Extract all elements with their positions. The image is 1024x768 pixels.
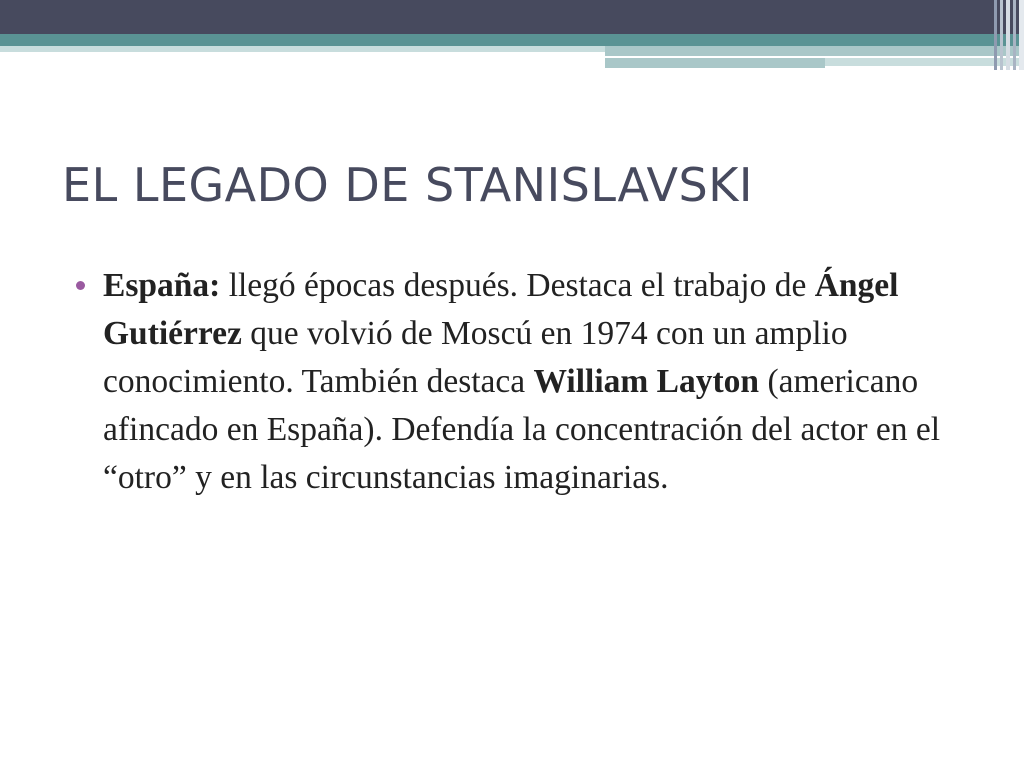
header-bar-light — [0, 46, 605, 52]
header-stripe — [994, 0, 997, 70]
header-stripe — [1000, 0, 1003, 70]
header-bar-dark — [0, 0, 1024, 34]
bullet-name-highlight: William Layton — [533, 363, 760, 400]
bullet-item — [70, 262, 970, 502]
header-bar-light — [605, 58, 825, 68]
bullet-name-highlight: Ángel Gutiérrez — [103, 267, 899, 352]
bullet-text: que volvió de Moscú en 1974 con un amplio conocimiento. También destaca — [103, 315, 848, 400]
header-bar-teal — [0, 34, 1024, 46]
header-stripe — [1013, 0, 1016, 70]
header-stripe — [1019, 0, 1024, 70]
bullet-text: llegó épocas después. Destaca el trabajo de — [220, 267, 815, 304]
bullet-label: España: — [103, 267, 221, 304]
bullet-dot-icon — [76, 281, 85, 290]
header-bar-light — [605, 46, 1024, 56]
slide-title: EL LEGADO DE STANISLAVSKI — [62, 158, 753, 212]
bullet-text: (americano afincado en España). Defendía la concentración del actor en el “otro” y en las circunstancias imaginarias. — [103, 363, 941, 496]
header-stripes — [988, 0, 1024, 70]
slide-body — [70, 262, 970, 502]
header-stripe — [1006, 0, 1010, 70]
